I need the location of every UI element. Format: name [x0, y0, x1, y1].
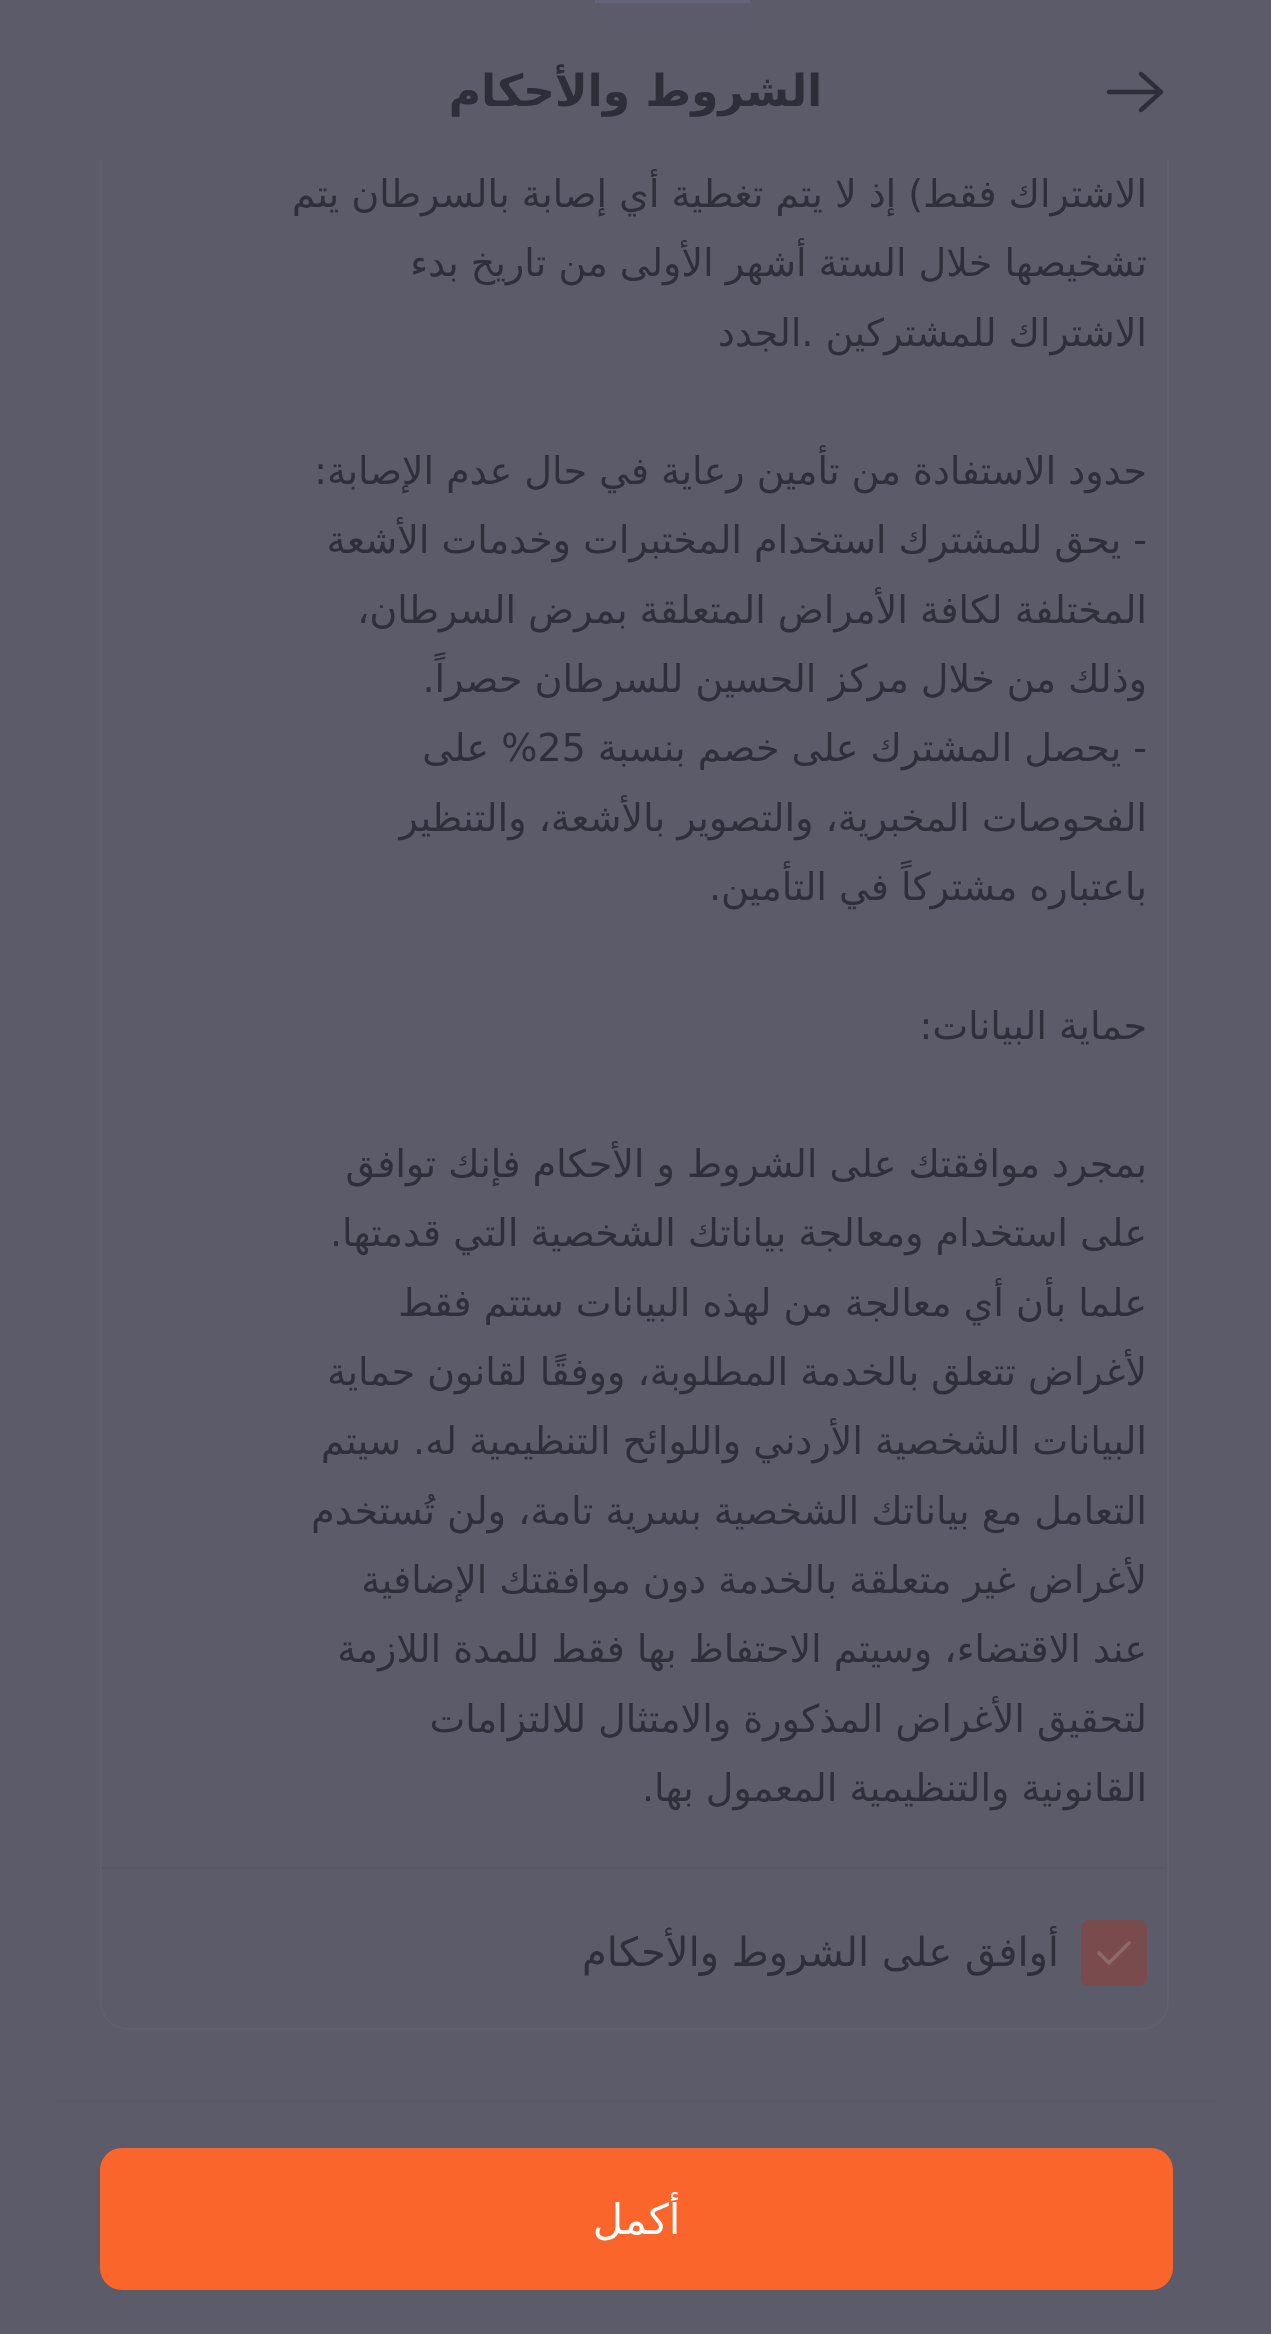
continue-button[interactable]: أكمل — [100, 2148, 1173, 2290]
terms-card — [100, 160, 1169, 2030]
arrow-right-icon — [1105, 70, 1167, 114]
footer-divider — [55, 2100, 1216, 2102]
checkmark-icon — [1095, 1938, 1133, 1968]
back-button[interactable] — [1101, 62, 1171, 122]
terms-scroll-area[interactable] — [102, 160, 1167, 1865]
agree-checkbox-row[interactable] — [582, 1915, 1147, 1990]
terms-text: الاشتراك فقط) إذ لا يتم تغطية أي إصابة بالسرطان يتم تشخيصها خلال الستة أشهر الأولى من تاريخ بدء الاشتراك للمشتركين .الجدد حدود الاستفادة من تأمين رعاية في حال عدم الإصابة: - يحق للمشترك استخدام المختبرات وخدمات الأشعة المختلفة لكافة الأمراض المتعلقة بمرض السرطان، وذلك من خلال مركز الحسين للسرطان حصراً. - يحصل المشترك على خصم بنسبة 25% على الفحوصات المخبرية، والتصوير بالأشعة، والتنظير باعتباره مشتركاً في التأمين. حماية البيانات: بمجرد موافقتك على الشروط و الأحكام فإنك توافق على استخدام ومعالجة بياناتك الشخصية التي قدمتها. علما بأن أي معالجة من لهذه البيانات ستتم فقط لأغراض تتعلق بالخدمة المطلوبة، ووفقًا لقانون حماية البيانات الشخصية الأردني واللوائح التنظيمية له. سيتم التعامل مع بياناتك الشخصية بسرية تامة، ولن تُستخدم لأغراض غير متعلقة بالخدمة دون موافقتك الإضافية عند الاقتضاء، وسيتم الاحتفاظ بها فقط للمدة اللازمة لتحقيق الأغراض المذكورة والامتثال للالتزامات القانونية والتنظيمية المعمول بها. — [291, 172, 1147, 1810]
page-title: الشروط والأحكام — [448, 66, 823, 117]
card-divider — [102, 1867, 1167, 1869]
agree-label: أوافق على الشروط والأحكام — [582, 1929, 1059, 1976]
agree-checkbox[interactable] — [1081, 1920, 1147, 1986]
header — [0, 0, 1271, 170]
